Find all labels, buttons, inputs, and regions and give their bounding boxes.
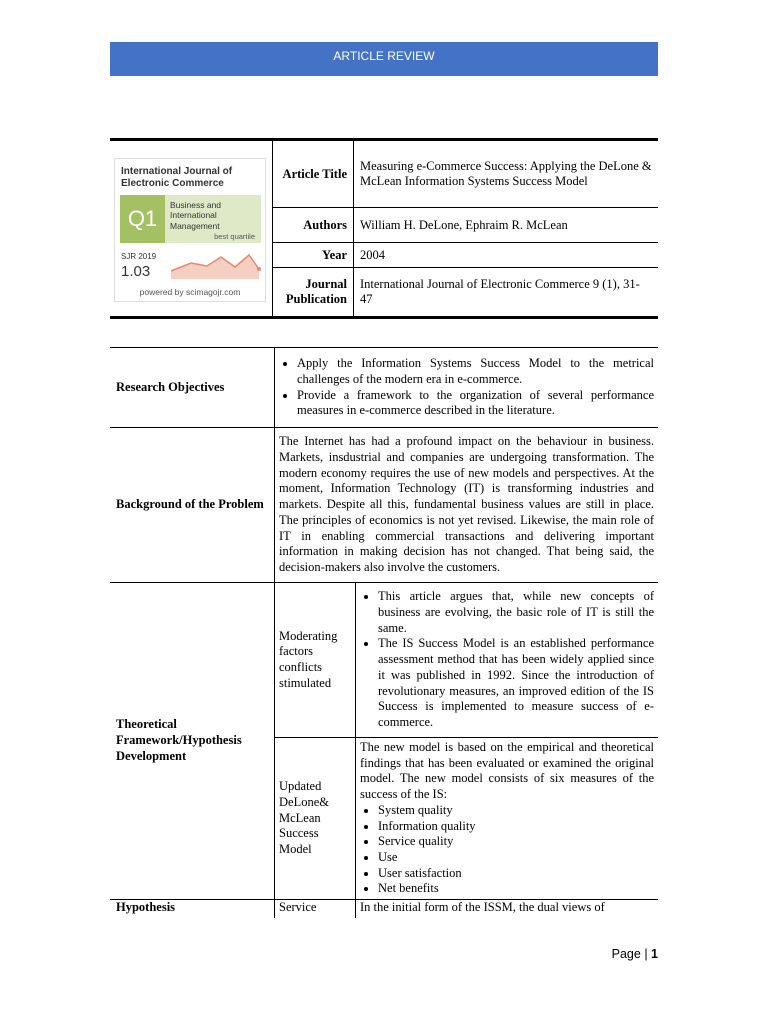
category-line-1: Business and [170,199,222,210]
objective-item: • Provide a framework to the organization of several performance measures in e-commerce described in the literature. [297,388,654,419]
updated-model-label: Updated DeLone& McLean Success Model [275,738,356,900]
objectives-label: Research Objectives [110,348,275,428]
hypothesis-label: Hypothesis [110,900,275,918]
objectives-content [275,348,659,428]
best-quartile-text: best quartile [214,231,255,241]
success-measure-item: • System quality [378,803,654,819]
category-text [170,200,221,232]
page-separator: | [644,947,648,961]
category-line-2: International [170,210,217,220]
year-label: Year [273,243,354,268]
objectives-list [279,356,654,419]
moderating-label: Moderating factors conflicts stimulated [275,583,356,738]
journal-value: International Journal of Electronic Commerce 9 (1), 31-47 [360,277,640,306]
success-measure-item: • User satisfaction [378,866,654,882]
page-number [612,947,658,961]
header-bar [110,42,658,76]
hypothesis-row [110,900,658,918]
updated-model-content [356,738,659,900]
sjr-value: 1.03 [121,262,151,280]
authors-label: Authors [273,208,354,243]
hypothesis-text: In the initial form of the ISSM, the dual views of [360,900,605,914]
moderating-row [110,583,658,738]
article-title-label: Article Title [273,140,354,208]
success-measure-item: • Net benefits [378,881,654,897]
success-measure-item: • Information quality [378,819,654,835]
scimago-badge [114,158,266,302]
journal-label: Journal Publication [273,268,354,318]
updated-model-text: The new model is based on the empirical and theoretical findings that has been evaluated or examined the original model. The new model consists of six measures of the success of the IS: [360,739,654,802]
moderating-list [360,589,654,730]
success-measures-list [360,803,654,897]
journal-logo-cell [110,140,273,318]
background-row [110,428,658,583]
header-title: ARTICLE REVIEW [333,49,435,63]
powered-by-text: powered by scimagojr.com [139,286,241,297]
success-measure-item: • Use [378,850,654,866]
framework-label: Theoretical Framework/Hypothesis Development [110,583,275,900]
year-value: 2004 [354,243,659,268]
success-measure-item: • Service quality [378,834,654,850]
trend-endpoint [257,267,261,271]
objective-item: • Apply the Information Systems Success Model to the metrical challenges of the modern era in e-commerce. [297,356,654,387]
category-line-3: Management [170,220,220,231]
background-label: Background of the Problem [110,428,275,583]
quartile-text: Q1 [127,205,158,231]
category-box [165,195,261,243]
moderating-item: • The IS Success Model is an established performance assessment method that has been widely applied since it was published in 1992. Since the introduction of revolutionary measures, an improved edition of the IS Success is implemented to measure success of e-commerce. [378,636,654,730]
sjr-trend-chart [169,249,261,285]
authors-value: William H. DeLone, Ephraim R. McLean [354,208,659,243]
hypothesis-sub-label: Service [275,900,356,918]
objectives-row [110,348,658,428]
background-text: The Internet has had a profound impact on the behaviour in business. Markets, insdustrial and companies are undergoing transformation. The modern economy requires the use of new models and perspectives. At the moment, Information Technology (IT) is transforming industries and markets. Despite all this, fundamental business values are still in place. The principles of economics is not yet revised. Likewise, the main role of IT in enabling commercial transactions and delivering important information in making decision has not changed. That being said, the decision-makers also involve the customers. [279,434,654,574]
badge-journal-name: International Journal of Electronic Commerce [121,165,233,189]
article-info-table [110,138,658,319]
moderating-content [356,583,659,738]
background-content [275,428,659,583]
article-title-value: Measuring e-Commerce Success: Applying the DeLone & McLean Information Systems Success Model [354,140,659,208]
moderating-item: • This article argues that, while new concepts of business are evolving, the basic role of IT is still the same. [378,589,654,636]
page-number-value: 1 [651,947,658,961]
quartile-box [120,195,165,243]
page-label: Page [611,947,641,961]
sjr-label: SJR 2019 [121,251,157,261]
review-table [110,347,658,918]
